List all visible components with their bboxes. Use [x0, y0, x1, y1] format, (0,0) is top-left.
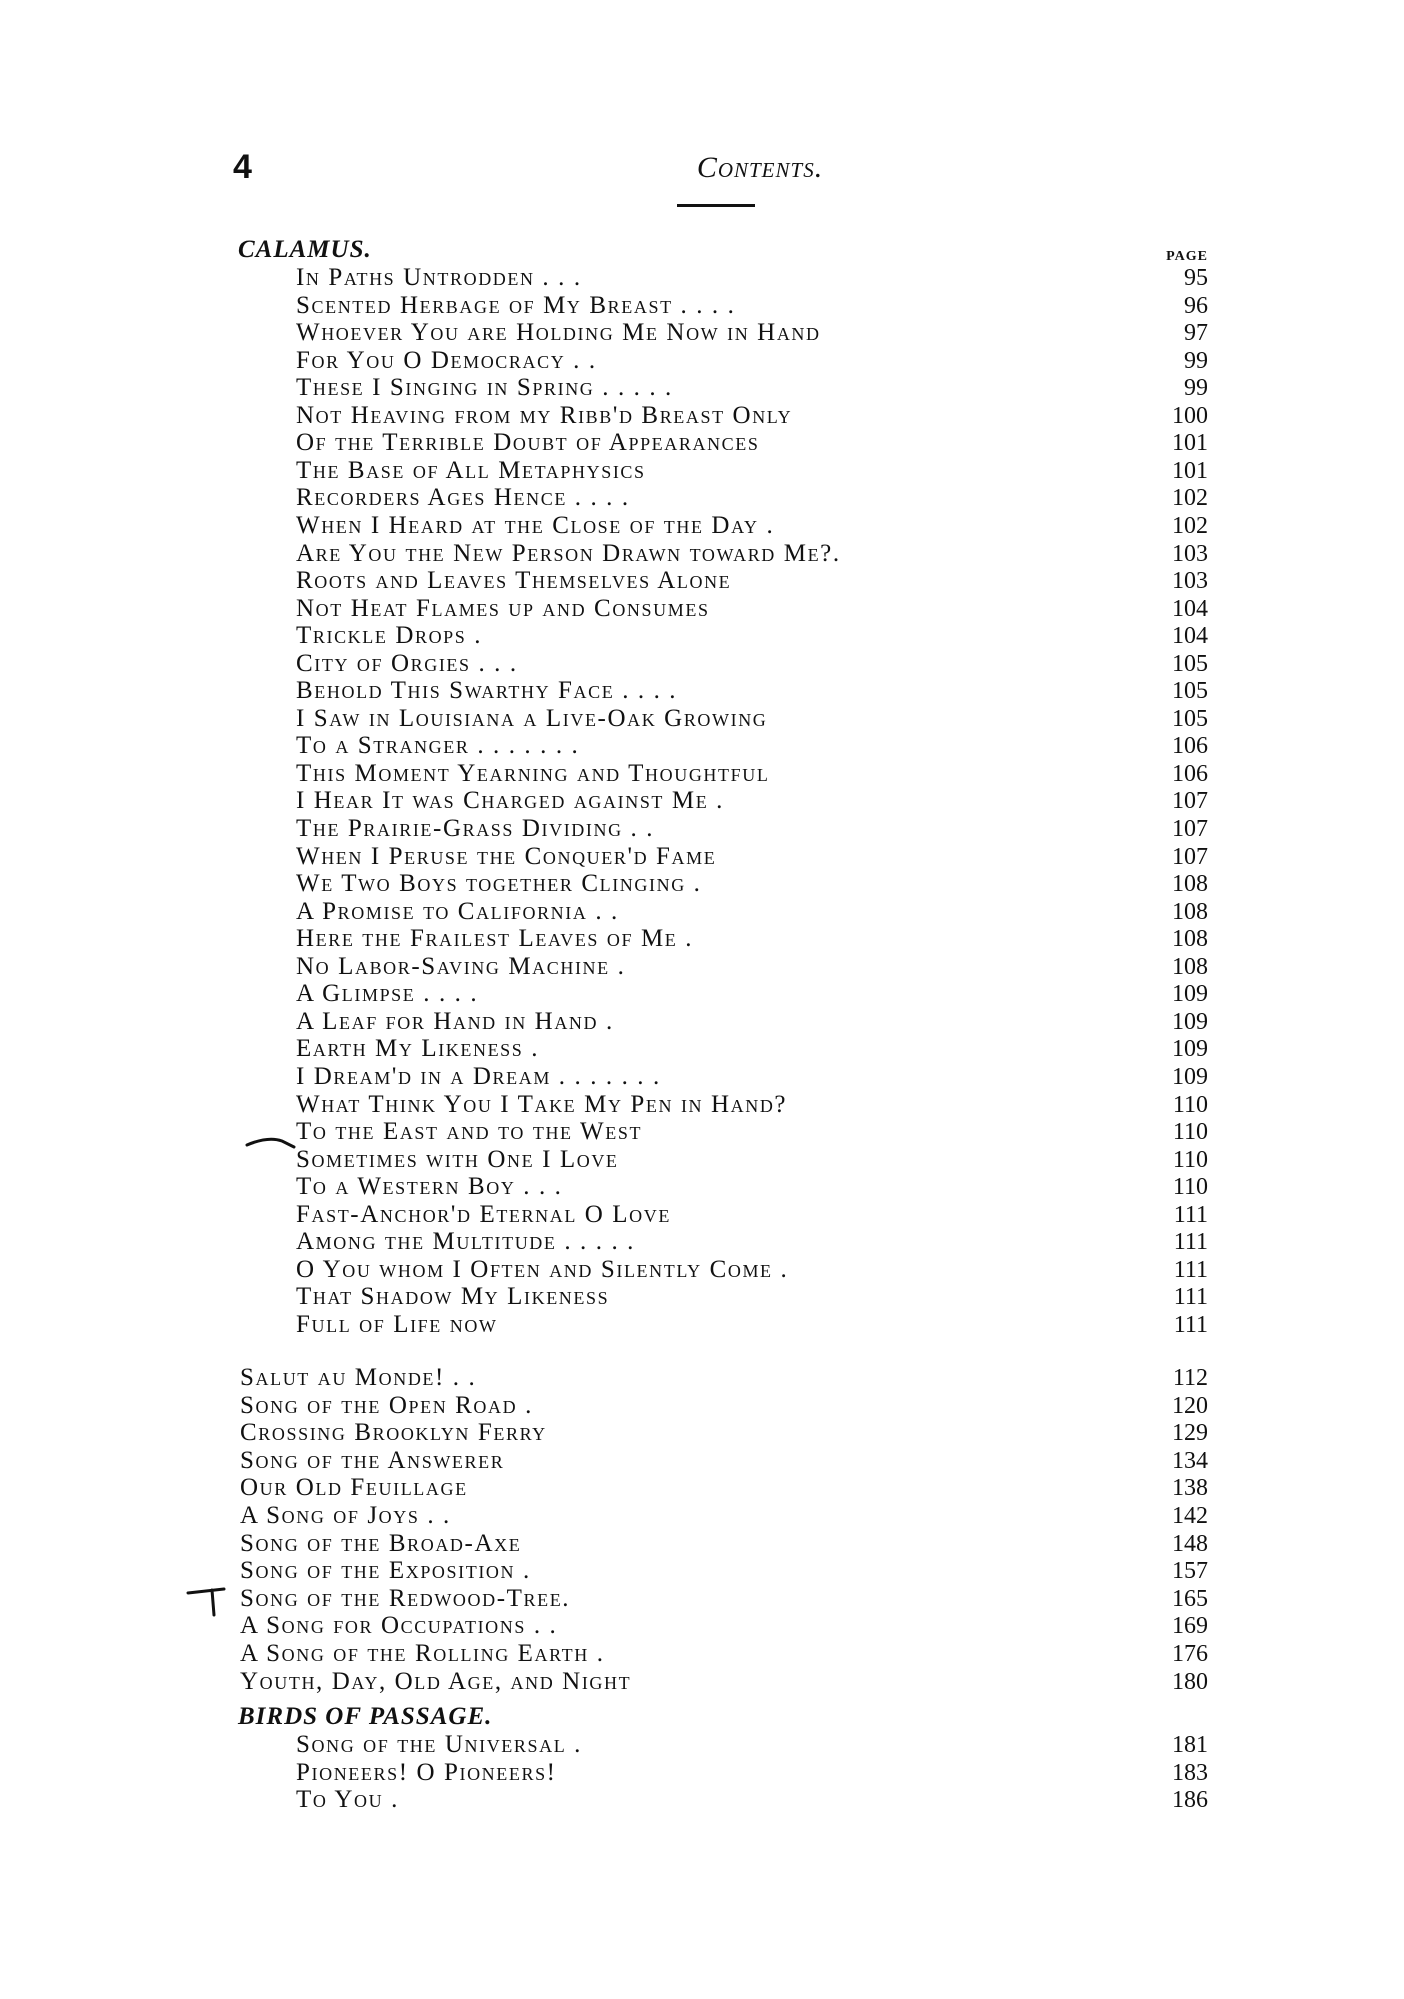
- toc-entry: [296, 870, 1208, 898]
- entry-title: This Moment Yearning and Thoughtful: [296, 759, 770, 787]
- toc-entry: [240, 1557, 1208, 1585]
- entry-title: A Song of Joys . .: [240, 1502, 451, 1529]
- toc-entry: [296, 540, 1208, 568]
- entry-title: For You O Democracy . .: [296, 346, 597, 374]
- entry-page-number: 106: [1172, 760, 1208, 787]
- toc-entry: [296, 1283, 1208, 1311]
- entry-page-number: 109: [1172, 1008, 1208, 1035]
- entry-page-number: 165: [1172, 1585, 1208, 1612]
- toc-entry: [296, 1146, 1208, 1174]
- entry-title: I Saw in Louisiana a Live-Oak Growing: [296, 704, 768, 732]
- toc-entry: [240, 1668, 1208, 1696]
- entry-title: When I Heard at the Close of the Day .: [296, 511, 775, 539]
- toc-entry: [240, 1530, 1208, 1558]
- entry-page-number: 96: [1184, 292, 1208, 319]
- entry-title: Among the Multitude . . . . .: [296, 1228, 635, 1256]
- entry-title: Song of the Broad-Axe: [240, 1529, 522, 1557]
- entry-title: When I Peruse the Conquer'd Fame: [296, 842, 717, 870]
- entry-title: I Hear It was Charged against Me .: [296, 787, 724, 815]
- entry-title: To the East and to the West: [296, 1118, 643, 1146]
- entry-page-number: 111: [1173, 1201, 1208, 1228]
- entry-title: Fast-Anchor'd Eternal O Love: [296, 1200, 671, 1228]
- entry-page-number: 148: [1172, 1530, 1208, 1557]
- entry-page-number: 107: [1172, 788, 1208, 815]
- toc-entry: [296, 1173, 1208, 1201]
- entry-page-number: 111: [1173, 1256, 1208, 1283]
- entry-page-number: 109: [1172, 1036, 1208, 1063]
- toc-entry: [296, 787, 1208, 815]
- entry-title: The Base of All Metaphysics: [296, 456, 646, 484]
- entry-page-number: 110: [1172, 1091, 1208, 1118]
- toc-entry: [296, 925, 1208, 953]
- entry-title: No Labor-Saving Machine .: [296, 952, 626, 980]
- toc-entry: [240, 1447, 1208, 1475]
- entry-page-number: 105: [1172, 650, 1208, 677]
- entry-page-number: 169: [1172, 1613, 1208, 1640]
- toc-entry: [296, 484, 1208, 512]
- toc-entry: [296, 512, 1208, 540]
- entry-title: A Leaf for Hand in Hand .: [296, 1007, 614, 1035]
- entry-title: To a Western Boy . . .: [296, 1173, 563, 1201]
- entry-title: Salut au Monde! . .: [240, 1364, 477, 1391]
- toc-entry: [240, 1640, 1208, 1668]
- toc-entry: [296, 980, 1208, 1008]
- entry-page-number: 101: [1172, 430, 1208, 457]
- entry-title: Recorders Ages Hence . . . .: [296, 484, 630, 512]
- toc-entry: [296, 374, 1208, 402]
- entry-title: O You whom I Often and Silently Come .: [296, 1255, 789, 1283]
- entry-title: Of the Terrible Doubt of Appearances: [296, 429, 760, 457]
- entry-page-number: 138: [1172, 1475, 1208, 1502]
- entry-title: Sometimes with One I Love: [296, 1145, 619, 1173]
- entry-page-number: 105: [1172, 705, 1208, 732]
- entry-title: City of Orgies . . .: [296, 649, 518, 677]
- toc-entry: [296, 677, 1208, 705]
- toc-entry: [240, 1502, 1208, 1530]
- entry-page-number: 99: [1184, 375, 1208, 402]
- toc-entry: [296, 1035, 1208, 1063]
- toc-entry: [296, 429, 1208, 457]
- entry-title: Pioneers! O Pioneers!: [296, 1758, 557, 1786]
- entry-page-number: 101: [1172, 457, 1208, 484]
- entry-title: A Promise to California . .: [296, 897, 619, 925]
- entry-page-number: 100: [1172, 402, 1208, 429]
- toc-entry: [240, 1364, 1208, 1392]
- entry-page-number: 186: [1172, 1787, 1208, 1813]
- entry-title: That Shadow My Likeness: [296, 1283, 610, 1311]
- entry-page-number: 108: [1172, 953, 1208, 980]
- toc-entry: [296, 1311, 1208, 1339]
- toc-entry: [296, 402, 1208, 430]
- entry-title: What Think You I Take My Pen in Hand?: [296, 1090, 788, 1118]
- entry-page-number: 142: [1172, 1503, 1208, 1529]
- entry-page-number: 110: [1172, 1119, 1208, 1146]
- entry-page-number: 108: [1172, 926, 1208, 953]
- toc-entry: [240, 1419, 1208, 1447]
- entry-page-number: 104: [1172, 623, 1208, 650]
- entry-title: Song of the Redwood-Tree.: [240, 1584, 571, 1612]
- toc-entry: [296, 1118, 1208, 1146]
- entry-page-number: 129: [1172, 1420, 1208, 1447]
- toc-entry: [240, 1612, 1208, 1640]
- entry-title: Full of Life now: [296, 1310, 498, 1338]
- entry-page-number: 107: [1172, 843, 1208, 870]
- entry-page-number: 109: [1172, 981, 1208, 1008]
- entry-title: Not Heat Flames up and Consumes: [296, 594, 710, 622]
- entry-page-number: 97: [1184, 320, 1208, 347]
- page-number: 4: [233, 148, 252, 186]
- entry-page-number: 176: [1172, 1641, 1208, 1667]
- toc-entry: [296, 705, 1208, 733]
- entry-title: Trickle Drops .: [296, 622, 483, 650]
- toc-entry: [296, 1759, 1208, 1787]
- entry-page-number: 120: [1172, 1392, 1208, 1419]
- entry-title: A Song for Occupations . .: [240, 1612, 558, 1640]
- toc-entry: [296, 1008, 1208, 1036]
- entry-title: Earth My Likeness .: [296, 1035, 540, 1063]
- entry-title: I Dream'd in a Dream . . . . . . .: [296, 1062, 661, 1090]
- entry-title: We Two Boys together Clinging .: [296, 870, 702, 898]
- entry-title: These I Singing in Spring . . . . .: [296, 374, 673, 402]
- entry-page-number: 102: [1172, 512, 1208, 539]
- toc-entry: [296, 595, 1208, 623]
- entry-title: Roots and Leaves Themselves Alone: [296, 567, 732, 595]
- entry-title: In Paths Untrodden . . .: [296, 264, 582, 291]
- entry-page-number: 95: [1184, 265, 1208, 291]
- entry-title: Song of the Exposition .: [240, 1557, 531, 1585]
- toc-entry: [240, 1474, 1208, 1502]
- entry-title: Song of the Answerer: [240, 1446, 505, 1474]
- entry-page-number: 108: [1172, 898, 1208, 925]
- toc-entry: [296, 1063, 1208, 1091]
- toc-entry: [296, 1786, 1208, 1814]
- toc-entry: [296, 843, 1208, 871]
- entry-page-number: 105: [1172, 678, 1208, 705]
- entry-title: Youth, Day, Old Age, and Night: [240, 1667, 632, 1695]
- toc-entry: [296, 1091, 1208, 1119]
- toc-entry: [296, 264, 1208, 292]
- toc-entry: [296, 898, 1208, 926]
- toc-entry: [240, 1392, 1208, 1420]
- entry-title: Behold This Swarthy Face . . . .: [296, 677, 678, 705]
- toc-entry: [296, 650, 1208, 678]
- toc-entry: [296, 815, 1208, 843]
- entry-page-number: 111: [1173, 1229, 1208, 1256]
- pencil-tee-mark: [188, 1589, 224, 1615]
- head-rule: [677, 204, 755, 207]
- running-head: Contents.: [696, 151, 824, 184]
- entry-title: To You .: [296, 1786, 399, 1813]
- entry-page-number: 99: [1184, 347, 1208, 374]
- toc-entry: [296, 622, 1208, 650]
- entry-page-number: 134: [1172, 1447, 1208, 1474]
- entry-page-number: 103: [1172, 540, 1208, 567]
- entry-title: Whoever You are Holding Me Now in Hand: [296, 319, 821, 347]
- toc-entry: [296, 347, 1208, 375]
- entry-page-number: 104: [1172, 595, 1208, 622]
- entry-page-number: 111: [1173, 1284, 1208, 1311]
- toc-entry: [296, 319, 1208, 347]
- toc-entry: [296, 1228, 1208, 1256]
- entry-page-number: 109: [1172, 1063, 1208, 1090]
- entry-page-number: 108: [1172, 871, 1208, 898]
- toc-entry: [296, 953, 1208, 981]
- entry-page-number: 107: [1172, 816, 1208, 842]
- section-title: CALAMUS.: [238, 236, 372, 263]
- entry-title: To a Stranger . . . . . . .: [296, 732, 580, 760]
- toc-entry: [296, 457, 1208, 485]
- toc-entry: [296, 1201, 1208, 1229]
- entry-page-number: 112: [1172, 1365, 1208, 1391]
- toc-entry: [240, 1585, 1208, 1613]
- entry-title: Our Old Feuillage: [240, 1474, 468, 1502]
- entry-title: Are You the New Person Drawn toward Me?.: [296, 539, 841, 567]
- page-column-label: PAGE: [1166, 249, 1208, 264]
- toc-entry: [296, 567, 1208, 595]
- toc-entry: [296, 760, 1208, 788]
- entry-page-number: 110: [1172, 1146, 1208, 1173]
- section-title: BIRDS OF PASSAGE.: [238, 1703, 493, 1730]
- entry-title: Crossing Brooklyn Ferry: [240, 1419, 547, 1447]
- entry-page-number: 103: [1172, 568, 1208, 595]
- entry-title: Not Heaving from my Ribb'd Breast Only: [296, 401, 793, 429]
- entry-page-number: 181: [1172, 1732, 1208, 1758]
- pencil-dash-mark: [247, 1139, 294, 1147]
- entry-title: Scented Herbage of My Breast . . . .: [296, 291, 736, 319]
- entry-page-number: 157: [1172, 1558, 1208, 1585]
- toc-entry: [296, 1256, 1208, 1284]
- entry-page-number: 106: [1172, 733, 1208, 760]
- toc-entry: [296, 1731, 1208, 1759]
- entry-page-number: 102: [1172, 485, 1208, 512]
- entry-page-number: 183: [1172, 1759, 1208, 1786]
- entry-title: A Song of the Rolling Earth .: [240, 1640, 605, 1667]
- entry-title: Song of the Open Road .: [240, 1391, 533, 1419]
- entry-title: The Prairie-Grass Dividing . .: [296, 815, 655, 842]
- entry-title: A Glimpse . . . .: [296, 980, 479, 1008]
- toc-entry: [296, 292, 1208, 320]
- entry-page-number: 180: [1172, 1668, 1208, 1695]
- toc-entry: [296, 732, 1208, 760]
- entry-title: Song of the Universal .: [296, 1731, 583, 1758]
- entry-page-number: 110: [1172, 1174, 1208, 1201]
- entry-page-number: 111: [1173, 1311, 1208, 1338]
- entry-title: Here the Frailest Leaves of Me .: [296, 925, 694, 953]
